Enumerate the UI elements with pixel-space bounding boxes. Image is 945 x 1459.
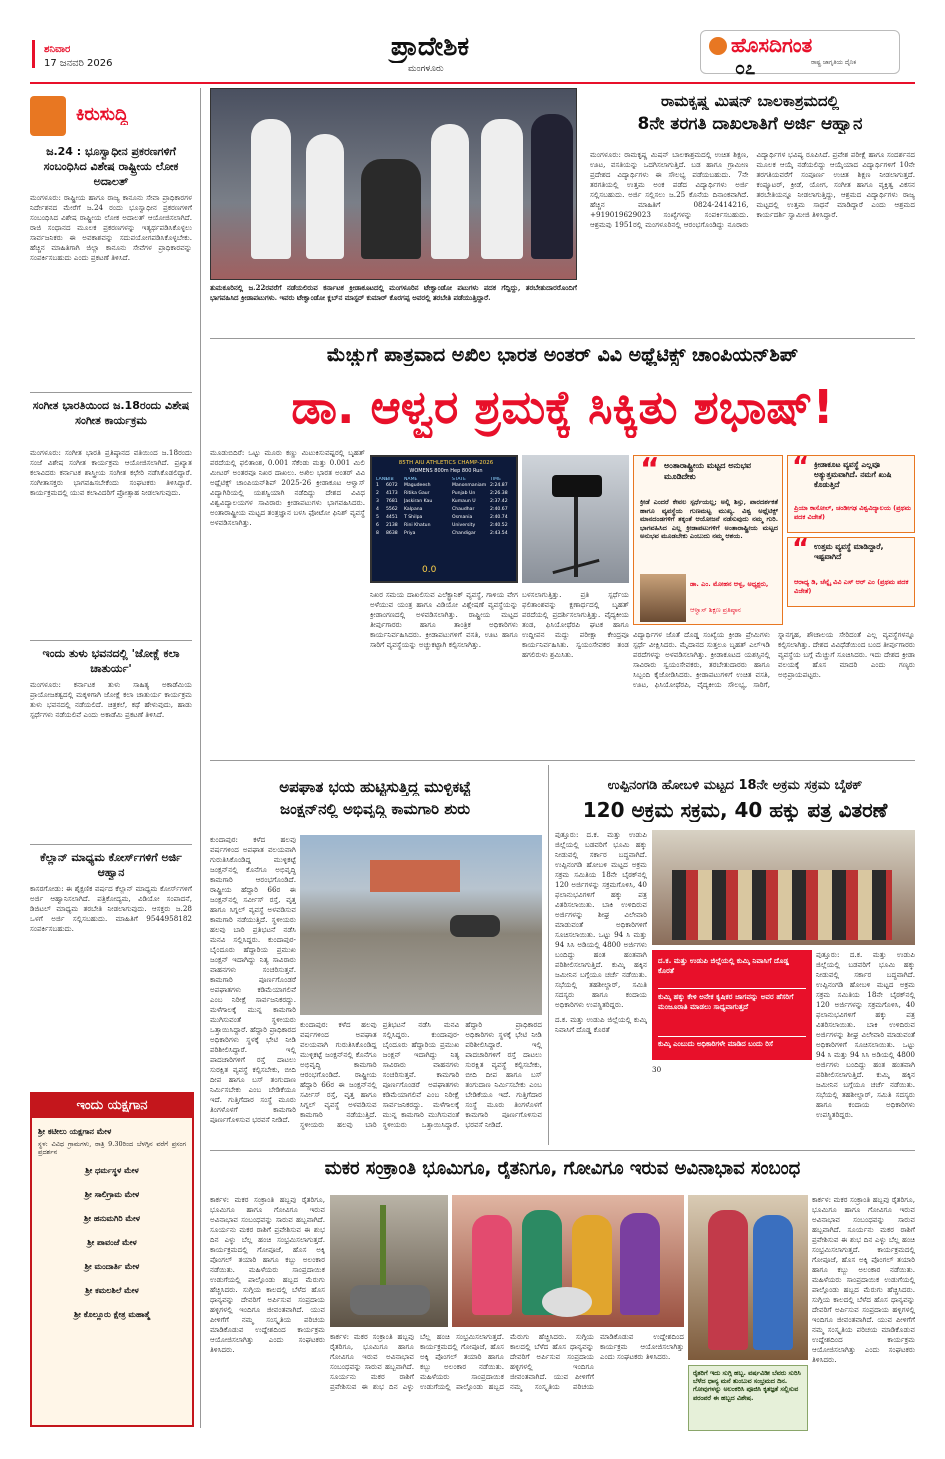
masthead-day: ಶನಿವಾರ xyxy=(44,44,71,55)
kirusuddi-label: ಕಿರುಸುದ್ದಿ xyxy=(76,104,129,125)
brief2-body: ಮಂಗಳೂರು: ಸಂಗೀತ ಭಾರತಿ ಪ್ರತಿಷ್ಠಾನದ ವತಿಯಿಂದ ಜ.18ರಂದು ಸಂಜೆ ವಿಶೇಷ ಸಂಗೀತ ಕಾರ್ಯಕ್ರಮ ಆಯೋಜಿಸಲಾಗಿದೆ. ಪ್ರಖ್ಯಾತ ಕಲಾವಿದರು ಕರ್ನಾಟಕ ಶಾಸ್ತ್ರೀಯ ಸಂಗೀತ ಕಛೇರಿ ನಡೆಸಿಕೊಡಲಿದ್ದಾರೆ. ಸಂಗೀತಾಸಕ್ತರು ಭಾಗವಹಿಸಬೇಕೆಂದು ಸಂಘಟಕರು ತಿಳಿಸಿದ್ದಾರೆ. ಕಾರ್ಯಕ್ರಮದಲ್ಲಿ ಯುವ ಕಲಾವಿದರಿಗೆ ಪ್ರೋತ್ಸಾಹ ನೀಡಲಾಗುವುದು. xyxy=(30,448,192,497)
brief3-title: ಇಂದು ತುಳು ಭವನದಲ್ಲಿ 'ಜೋಕ್ಲೆ ಕಲಾ ಚಾತುರ್ಯ' xyxy=(42,647,180,675)
scoreboard-footer: 0.0 xyxy=(422,565,437,575)
uppinangadi-highlight-3: ಕುಮ್ಕಿ ಎಂಬುದು ಅಧಿಕಾರಿಗಳೇ ಮಾಡಿದ ಬಂದು ರಿಸೆ xyxy=(658,1040,773,1048)
scoreboard-col: STATE xyxy=(452,477,466,482)
quote1-photo xyxy=(640,574,686,622)
scoreboard-cell: 7681 xyxy=(386,499,398,504)
quote1-org: ಆಳ್ವಾಸ್ ಶಿಕ್ಷಣ ಪ್ರತಿಷ್ಠಾನ xyxy=(690,606,741,614)
brief1-title: ಜ.24 : ಭೂಸ್ವಾಧೀನ ಪ್ರಕರಣಗಳಿಗೆ ಸಂಬಂಧಿಸಿದ ವಿಶೇಷ ರಾಷ್ಟ್ರೀಯ ಲೋಕ ಅದಾಲತ್ xyxy=(43,145,179,188)
uppinangadi-highlight-box xyxy=(652,950,812,1060)
makara-title: ಮಕರ ಸಂಕ್ರಾಂತಿ ಭೂಮಿಗೂ, ರೈತನಿಗೂ, ಗೋವಿಗೂ ಇರುವ ಅವಿನಾಭಾವ ಸಂಬಂಧ xyxy=(324,1158,801,1179)
brand-box xyxy=(700,30,900,74)
makara-highlight: ರೈತರಿಗೆ ಇದು ಸುಗ್ಗಿ ಹಬ್ಬ. ವರ್ಷವಿಡೀ ಬೆವರು ಸುರಿಸಿ ಬೆಳೆದ ಧಾನ್ಯ ಮನೆ ತುಂಬುವ ಸಂಭ್ರಮದ ದಿನ. ಗೋವುಗಳನ್ನು ಅಲಂಕರಿಸಿ ಪೂಜಿಸಿ ಕೃತಜ್ಞತೆ ಸಲ್ಲಿಸುವ ಪರಂಪರೆ ಈ ಹಬ್ಬದ ವಿಶೇಷ. xyxy=(693,1369,801,1402)
scoreboard-cell: Priya xyxy=(404,531,416,536)
makara-body-mid xyxy=(330,1332,684,1430)
yakshagana-box xyxy=(30,1092,194,1427)
scoreboard-cell: 2:40.52 xyxy=(490,523,508,528)
quote3-title: ಉತ್ತಮ ವ್ಯವಸ್ಥೆ ಮಾಡಿದ್ದಾರೆ, ಇಷ್ಟವಾಗಿದೆ xyxy=(814,542,884,561)
quote-mark-icon: “ xyxy=(792,537,810,564)
quote-box-1 xyxy=(633,455,783,625)
makara-photo-3 xyxy=(688,1195,808,1360)
uppinangadi-count-line xyxy=(652,1065,812,1140)
brief1-body: ಮಂಗಳೂರು: ರಾಷ್ಟ್ರೀಯ ಹಾಗೂ ರಾಜ್ಯ ಕಾನೂನು ಸೇವಾ ಪ್ರಾಧಿಕಾರಗಳ ನಿರ್ದೇಶನದ ಮೇರೆಗೆ ಜ.24 ರಂದು ಭೂಸ್ವಾಧೀನ ಪ್ರಕರಣಗಳಿಗೆ ಸಂಬಂಧಿಸಿದ ವಿಶೇಷ ರಾಷ್ಟ್ರೀಯ ಲೋಕ ಅದಾಲತ್ ಆಯೋಜಿಸಲಾಗಿದೆ. ರಾಜಿ ಸಂಧಾನದ ಮೂಲಕ ಪ್ರಕರಣಗಳನ್ನು ಇತ್ಯರ್ಥಪಡಿಸಿಕೊಳ್ಳಲು ಸಾರ್ವಜನಿಕರು ಈ ಅವಕಾಶವನ್ನು ಸದುಪಯೋಗಪಡಿಸಿಕೊಳ್ಳಬೇಕು. ಹೆಚ್ಚಿನ ಮಾಹಿತಿಗಾಗಿ ಜಿಲ್ಲಾ ಕಾನೂನು ಸೇವೆಗಳ ಪ್ರಾಧಿಕಾರವನ್ನು ಸಂಪರ್ಕಿಸಬಹುದು ಎಂದು ಪ್ರಕಟಣೆ ತಿಳಿಸಿದೆ. xyxy=(30,193,192,262)
yakshagana-detail: ಸ್ಥಳ: ವಿವಿಧ ಗ್ರಾಮಗಳು, ರಾತ್ರಿ 9.30ರಿಂದ ಬೆಳಗ್ಗಿನ ವರೆಗೆ ಪ್ರಸಂಗ ಪ್ರದರ್ಶನ xyxy=(38,1140,186,1156)
scoreboard-cell: 1 xyxy=(376,483,379,488)
scoreboard-cell: 6 xyxy=(376,523,379,528)
scoreboard-cell: 3 xyxy=(376,499,379,504)
scoreboard-col: NAME xyxy=(404,477,418,482)
brief4-title: ಕೆಲ್ಲಾನ್ ಮಾಧ್ಯಮ ಕೋರ್ಸ್‌ಗಳಿಗೆ ಅರ್ಜಿ ಆಹ್ವಾನ xyxy=(40,851,182,879)
scoreboard-cell: 2:40.74 xyxy=(490,515,508,520)
lead-headline: ಡಾ. ಆಳ್ವರ ಶ್ರಮಕ್ಕೆ ಸಿಕ್ಕಿತು ಶಭಾಷ್! xyxy=(291,380,834,434)
ramakrishna-title-1: ರಾಮಕೃಷ್ಣ ಮಿಷನ್ ಬಾಲಕಾಶ್ರಮದಲ್ಲಿ xyxy=(661,92,839,110)
kirusuddi-header xyxy=(30,96,195,136)
scoreboard-cell: 2138 xyxy=(386,523,398,528)
scoreboard-cell: Manonmaniam xyxy=(452,483,487,488)
brand-logo-icon xyxy=(709,37,727,55)
scoreboard-cell: Chandigar xyxy=(452,531,476,536)
masthead-city: ಮಂಗಳೂರು xyxy=(408,64,444,74)
scoreboard-cell: 2:40.67 xyxy=(490,507,508,512)
scoreboard-cell: 5 xyxy=(376,515,379,520)
quote2-name: ಪ್ರಿಯಾ ಕಾಸೋಲ್, ಚಂಡೀಗಢ ವಿಶ್ವವಿದ್ಯಾಲಯ (ಪ್ರಥಮ ಪದಕ ವಿಜೇತೆ) xyxy=(794,504,911,521)
mulki-title-1: ಅಪಘಾತ ಭಯ ಹುಟ್ಟಿಸುತ್ತಿದ್ದ ಮುಳ್ಳಿಕಟ್ಟೆ xyxy=(279,778,471,796)
brief4-body: ಕಾಸರಗೋಡು: ಈ ಶೈಕ್ಷಣಿಕ ವರ್ಷದ ಕೆಲ್ಲಾನ್ ಮಾಧ್ಯಮ ಕೋರ್ಸ್‌ಗಳಿಗೆ ಅರ್ಜಿ ಆಹ್ವಾನಿಸಲಾಗಿದೆ. ಪತ್ರಿಕೋದ್ಯಮ, ವಿಡಿಯೋ ಸಂಪಾದನೆ, ಡಿಜಿಟಲ್ ಮಾಧ್ಯಮ ತರಬೇತಿ ನೀಡಲಾಗುವುದು. ಆಸಕ್ತರು ಜ.28 ಒಳಗೆ ಅರ್ಜಿ ಸಲ್ಲಿಸಬಹುದು. ಮಾಹಿತಿಗೆ 9544958182 ಸಂಪರ್ಕಿಸಬಹುದು. xyxy=(30,884,192,933)
uppinangadi-body-bottom xyxy=(555,1015,647,1140)
scoreboard-row xyxy=(376,530,516,538)
scoreboard-cell: 6072 xyxy=(386,483,398,488)
makara-body-right xyxy=(812,1195,915,1430)
scoreboard-cell: Kumaun U xyxy=(452,499,476,504)
scoreboard-cell: 8638 xyxy=(386,531,398,536)
page-number: ೦೭ xyxy=(735,58,756,79)
photo-caption: ತುಮಕೂರಿನಲ್ಲಿ ಜ.22ರವರೆಗೆ ನಡೆಯಲಿರುವ ಕರ್ನಾಟಕ ಕ್ರೀಡಾಕೂಟದಲ್ಲಿ ಮಂಗಳೂರಿನ ಟೇಕ್ವಾಂಡೋ ಪಟುಗಳು ಪದಕ ಗೆದ್ದಿದ್ದು, ತರಬೇತುದಾರರೊಂದಿಗೆ ಭಾಗವಹಿಸಿದ ಕ್ರೀಡಾಪಟುಗಳು. ಇವರು ಟೇಕ್ವಾಂಡೋ ಕ್ಲಬ್‌ನ ಮಾಸ್ಟರ್ ಕುಮಾರ್ ಕೊರಗಪ್ಪ ಅವರಲ್ಲಿ ತರಬೇತಿ ಪಡೆಯುತ್ತಿದ್ದಾರೆ. xyxy=(210,283,577,302)
scoreboard-cell: 4173 xyxy=(386,491,398,496)
uppinangadi-body: ಪುತ್ತೂರು: ದ.ಕ. ಮತ್ತು ಉಡುಪಿ ಜಿಲ್ಲೆಯಲ್ಲಿ ಬಡವರಿಗೆ ಭೂಮಿ ಹಕ್ಕು ನೀಡುವಲ್ಲಿ ಸರ್ಕಾರ ಬದ್ಧವಾಗಿದೆ. ಉಪ್ಪಿನಂಗಡಿ ಹೋಬಳಿ ಮಟ್ಟದ ಅಕ್ರಮ ಸಕ್ರಮ ಸಮಿತಿಯ 18ನೇ ಬೈಠಕ್‌ನಲ್ಲಿ 120 ಅರ್ಜಿಗಳನ್ನು ಸಕ್ರಮಗೊಳಿಸಿ, 40 ಫಲಾನುಭವಿಗಳಿಗೆ ಹಕ್ಕು ಪತ್ರ ವಿತರಿಸಲಾಯಿತು. ಬಾಕಿ ಉಳಿದಿರುವ ಅರ್ಜಿಗಳನ್ನು ಶೀಘ್ರ ವಿಲೇವಾರಿ ಮಾಡುವಂತೆ ಅಧಿಕಾರಿಗಳಿಗೆ ಸೂಚಿಸಲಾಯಿತು. ಒಟ್ಟು 94 ಸಿ ಮತ್ತು 94 ಸಿಸಿ ಅಡಿಯಲ್ಲಿ 4800 ಅರ್ಜಿಗಳು ಬಂದಿದ್ದು ಹಂತ ಹಂತವಾಗಿ ಪರಿಶೀಲಿಸಲಾಗುತ್ತಿದೆ. ಕುಮ್ಕಿ ಹಕ್ಕಿನ ಜಮೀನಿನ ಬಗ್ಗೆಯೂ ಚರ್ಚೆ ನಡೆಯಿತು. ಸಭೆಯಲ್ಲಿ ತಹಶೀಲ್ದಾರ್, ಸಮಿತಿ ಸದಸ್ಯರು ಹಾಗೂ ಕಂದಾಯ ಅಧಿಕಾರಿಗಳು ಉಪಸ್ಥಿತರಿದ್ದರು. xyxy=(555,830,647,1009)
yakshagana-entry: ಶ್ರೀ ಕಮಲಶಿಲೆ ಮೇಳ xyxy=(85,1286,139,1295)
taekwondo-photo xyxy=(210,88,577,280)
scoreboard-table xyxy=(376,477,516,538)
scoreboard-cell: 2 xyxy=(376,491,379,496)
paper-tagline: ರಾಷ್ಟ್ರ ಜಾಗೃತಿಯ ದೈನಿಕ xyxy=(811,59,857,66)
scoreboard-row xyxy=(376,506,516,514)
scoreboard-cell: Punjab Un xyxy=(452,491,476,496)
lead-kicker: ಮೆಚ್ಚುಗೆ ಪಾತ್ರವಾದ ಅಖಿಲ ಭಾರತ ಅಂತರ್ ವಿವಿ ಅಥ್ಲೆಟಿಕ್ಸ್ ಚಾಂಪಿಯನ್‌ಶಿಪ್ xyxy=(326,344,799,366)
scoreboard-cell: 8 xyxy=(376,531,379,536)
quote1-name: ಡಾ. ಎಂ. ಮೋಹನ ಆಳ್ವ, ಅಧ್ಯಕ್ಷರು, xyxy=(690,580,769,588)
uppinangadi-count: 30 xyxy=(652,1065,662,1074)
scoreboard-col: TIME xyxy=(490,477,502,482)
scoreboard-cell: 2:26.38 xyxy=(490,491,508,496)
makara-photo-1 xyxy=(330,1195,448,1327)
scoreboard-row xyxy=(376,514,516,522)
mulki-photo xyxy=(300,835,542,1015)
uppinangadi-title-2: 120 ಅಕ್ರಮ ಸಕ್ರಮ, 40 ಹಕ್ಕು ಪತ್ರ ವಿತರಣೆ xyxy=(582,798,888,822)
scoreboard-cell: Magudeesh xyxy=(404,483,431,488)
quote-mark-icon: “ xyxy=(792,455,810,482)
scoreboard-cell: 5562 xyxy=(386,507,398,512)
mulki-body: ಕುಂದಾಪುರ: ಕಳೆದ ಹಲವು ವರ್ಷಗಳಿಂದ ಅಪಘಾತ ವಲಯವಾಗಿ ಗುರುತಿಸಿಕೊಂಡಿದ್ದ ಮುಳ್ಳಿಕಟ್ಟೆ ಜಂಕ್ಷನ್‌ನಲ್ಲಿ ಕೊನೆಗೂ ಅಭಿವೃದ್ಧಿ ಕಾಮಗಾರಿ ಆರಂಭಗೊಂಡಿದೆ. ರಾಷ್ಟ್ರೀಯ ಹೆದ್ದಾರಿ 66ರ ಈ ಜಂಕ್ಷನ್‌ನಲ್ಲಿ ಸರ್ವೀಸ್ ರಸ್ತೆ, ವೃತ್ತ ಹಾಗೂ ಸಿಗ್ನಲ್ ವ್ಯವಸ್ಥೆ ಅಳವಡಿಸುವ ಕಾಮಗಾರಿ ನಡೆಯುತ್ತಿದೆ. ಸ್ಥಳೀಯರು ಹಲವು ಬಾರಿ ಪ್ರತಿಭಟನೆ ನಡೆಸಿ ಮನವಿ ಸಲ್ಲಿಸಿದ್ದರು. ಕುಂದಾಪುರ-ಬೈಂದೂರು ಹೆದ್ದಾರಿಯ ಪ್ರಮುಖ ಜಂಕ್ಷನ್ ಇದಾಗಿದ್ದು ನಿತ್ಯ ಸಾವಿರಾರು ವಾಹನಗಳು ಸಂಚರಿಸುತ್ತವೆ. ಕಾಮಗಾರಿ ಪೂರ್ಣಗೊಂಡರೆ ಅಪಘಾತಗಳು ಕಡಿಮೆಯಾಗಲಿವೆ ಎಂಬ ನಿರೀಕ್ಷೆ ಸಾರ್ವಜನಿಕರದ್ದು. ಮಳೆಗಾಲಕ್ಕೆ ಮುನ್ನ ಕಾಮಗಾರಿ ಮುಗಿಸುವಂತೆ ಸ್ಥಳೀಯರು ಒತ್ತಾಯಿಸಿದ್ದಾರೆ. ಹೆದ್ದಾರಿ ಪ್ರಾಧಿಕಾರದ ಅಧಿಕಾರಿಗಳು ಸ್ಥಳಕ್ಕೆ ಭೇಟಿ ನೀಡಿ ಪರಿಶೀಲಿಸಿದ್ದಾರೆ. ಇಲ್ಲಿ ಪಾದಚಾರಿಗಳಿಗೆ ರಸ್ತೆ ದಾಟಲು ಸುರಕ್ಷಿತ ವ್ಯವಸ್ಥೆ ಕಲ್ಪಿಸಬೇಕು, ಬೀದಿ ದೀಪ ಹಾಗೂ ಬಸ್ ತಂಗುದಾಣ ನಿರ್ಮಿಸಬೇಕು ಎಂಬ ಬೇಡಿಕೆಯೂ ಇದೆ. ಗುತ್ತಿಗೆದಾರ ಸಂಸ್ಥೆ ಮೂರು ತಿಂಗಳೊಳಗೆ ಕಾಮಗಾರಿ ಪೂರ್ಣಗೊಳಿಸುವ ಭರವಸೆ ನೀಡಿದೆ. xyxy=(210,835,296,1124)
quote-box-2 xyxy=(787,455,915,533)
brief3-body: ಮಂಗಳೂರು: ಕರ್ನಾಟಕ ತುಳು ಸಾಹಿತ್ಯ ಅಕಾಡೆಮಿಯ ಪ್ರಾಯೋಜಕತ್ವದಲ್ಲಿ ಮಕ್ಕಳಿಗಾಗಿ ಜೋಕ್ಲೆ ಕಲಾ ಚಾತುರ್ಯ ಕಾರ್ಯಕ್ರಮ ತುಳು ಭವನದಲ್ಲಿ ನಡೆಯಲಿದೆ. ಚಿತ್ರಕಲೆ, ಕಥೆ ಹೇಳುವುದು, ಹಾಡು ಸ್ಪರ್ಧೆಗಳು ನಡೆಯಲಿವೆ ಎಂದು ಅಕಾಡೆಮಿ ಪ್ರಕಟಣೆ ತಿಳಿಸಿದೆ. xyxy=(30,680,192,719)
scoreboard-cell: 2:37.42 xyxy=(490,499,508,504)
scoreboard-col: BIB xyxy=(386,477,394,482)
scoreboard-event: WOMENS 800m Hep 800 Run xyxy=(409,468,483,474)
scoreboard-col: LANE xyxy=(376,477,389,482)
makara-photo-2 xyxy=(452,1195,684,1327)
mulki-body-continued xyxy=(300,1020,542,1145)
quote2-title: ಕ್ರೀಡಾಕೂಟ ವ್ಯವಸ್ಥೆ ಎಲ್ಲವೂ ಅತ್ಯುತ್ತಮವಾಗಿದೆ. ನಮಗೆ ಖುಷಿ ಕೊಡುತ್ತಿದೆ xyxy=(814,460,892,489)
ramakrishna-body: ಮಂಗಳೂರು: ರಾಮಕೃಷ್ಣ ಮಿಷನ್ ಬಾಲಕಾಶ್ರಮದಲ್ಲಿ ಉಚಿತ ಶಿಕ್ಷಣ, ಊಟ, ವಸತಿಯನ್ನು ಒದಗಿಸಲಾಗುತ್ತಿದೆ. ಬಡ ಹಾಗೂ ಗ್ರಾಮೀಣ ಪ್ರದೇಶದ ವಿದ್ಯಾರ್ಥಿಗಳು ಈ ಸೌಲಭ್ಯ ಪಡೆಯಬಹುದು. 7ನೇ ತರಗತಿಯಲ್ಲಿ ಉತ್ತಮ ಅಂಕ ಪಡೆದ ವಿದ್ಯಾರ್ಥಿಗಳು ಅರ್ಜಿ ಸಲ್ಲಿಸಬಹುದು. ಅರ್ಜಿ ಸಲ್ಲಿಸಲು ಜ.25 ಕೊನೆಯ ದಿನಾಂಕವಾಗಿದೆ. ಹೆಚ್ಚಿನ ಮಾಹಿತಿಗೆ 0824-2414216, +919019629023 ಸಂಖ್ಯೆಗಳನ್ನು ಸಂಪರ್ಕಿಸಬಹುದು. ಆಶ್ರಮವು 1951ರಲ್ಲಿ ಮಂಗಳೂರಿನಲ್ಲಿ ಆರಂಭಗೊಂಡಿದ್ದು ನೂರಾರು ವಿದ್ಯಾರ್ಥಿಗಳ ಭವಿಷ್ಯ ರೂಪಿಸಿದೆ. ಪ್ರವೇಶ ಪರೀಕ್ಷೆ ಹಾಗೂ ಸಂದರ್ಶನದ ಮೂಲಕ ಆಯ್ಕೆ ನಡೆಯಲಿದ್ದು ಆಯ್ಕೆಯಾದ ವಿದ್ಯಾರ್ಥಿಗಳಿಗೆ 10ನೇ ತರಗತಿಯವರೆಗೆ ಸಂಪೂರ್ಣ ಉಚಿತ ಶಿಕ್ಷಣ ನೀಡಲಾಗುತ್ತದೆ. ಕಂಪ್ಯೂಟರ್, ಕ್ರೀಡೆ, ಯೋಗ, ಸಂಗೀತ ಹಾಗೂ ವ್ಯಕ್ತಿತ್ವ ವಿಕಸನ ತರಬೇತಿಯನ್ನೂ ನೀಡಲಾಗುತ್ತಿದ್ದು, ಆಶ್ರಮದ ವಿದ್ಯಾರ್ಥಿಗಳು ರಾಜ್ಯ ಮಟ್ಟದಲ್ಲಿ ಉತ್ತಮ ಸಾಧನೆ ಮಾಡಿದ್ದಾರೆ ಎಂದು ಆಶ್ರಮದ ಕಾರ್ಯದರ್ಶಿ ಸ್ವಾಮೀಜಿ ತಿಳಿಸಿದ್ದಾರೆ. xyxy=(590,150,915,229)
uppinangadi-right-text: ಪುತ್ತೂರು: ದ.ಕ. ಮತ್ತು ಉಡುಪಿ ಜಿಲ್ಲೆಯಲ್ಲಿ ಬಡವರಿಗೆ ಭೂಮಿ ಹಕ್ಕು ನೀಡುವಲ್ಲಿ ಸರ್ಕಾರ ಬದ್ಧವಾಗಿದೆ. ಉಪ್ಪಿನಂಗಡಿ ಹೋಬಳಿ ಮಟ್ಟದ ಅಕ್ರಮ ಸಕ್ರಮ ಸಮಿತಿಯ 18ನೇ ಬೈಠಕ್‌ನಲ್ಲಿ 120 ಅರ್ಜಿಗಳನ್ನು ಸಕ್ರಮಗೊಳಿಸಿ, 40 ಫಲಾನುಭವಿಗಳಿಗೆ ಹಕ್ಕು ಪತ್ರ ವಿತರಿಸಲಾಯಿತು. ಬಾಕಿ ಉಳಿದಿರುವ ಅರ್ಜಿಗಳನ್ನು ಶೀಘ್ರ ವಿಲೇವಾರಿ ಮಾಡುವಂತೆ ಅಧಿಕಾರಿಗಳಿಗೆ ಸೂಚಿಸಲಾಯಿತು. ಒಟ್ಟು 94 ಸಿ ಮತ್ತು 94 ಸಿಸಿ ಅಡಿಯಲ್ಲಿ 4800 ಅರ್ಜಿಗಳು ಬಂದಿದ್ದು ಹಂತ ಹಂತವಾಗಿ ಪರಿಶೀಲಿಸಲಾಗುತ್ತಿದೆ. ಕುಮ್ಕಿ ಹಕ್ಕಿನ ಜಮೀನಿನ ಬಗ್ಗೆಯೂ ಚರ್ಚೆ ನಡೆಯಿತು. ಸಭೆಯಲ್ಲಿ ತಹಶೀಲ್ದಾರ್, ಸಮಿತಿ ಸದಸ್ಯರು ಹಾಗೂ ಕಂದಾಯ ಅಧಿಕಾರಿಗಳು ಉಪಸ್ಥಿತರಿದ್ದರು. xyxy=(816,950,915,1119)
masthead xyxy=(0,0,945,84)
uppinangadi-highlight-1: ದ.ಕ. ಮತ್ತು ಉಡುಪಿ ಜಿಲ್ಲೆಯಲ್ಲಿ ಕುಮ್ಕಿ ನಿವಾಸಿಗೆ ದೊಡ್ಡ ಕೊರತೆ xyxy=(658,956,789,975)
scoreboard-row xyxy=(376,498,516,506)
makara-mid-text: ಕಾರ್ಕಳ: ಮಕರ ಸಂಕ್ರಾಂತಿ ಹಬ್ಬವು ರೈತರಿಗೂ, ಭೂಮಿಗೂ ಹಾಗೂ ಗೋವಿಗೂ ಇರುವ ಅವಿನಾಭಾವ ಸಂಬಂಧವನ್ನು ಸಾರುವ ಹಬ್ಬವಾಗಿದೆ. ಸೂರ್ಯನು ಮಕರ ರಾಶಿಗೆ ಪ್ರವೇಶಿಸುವ ಈ ಶುಭ ದಿನ ಎಳ್ಳು ಬೆಲ್ಲ ಹಂಚಿ ಸಂಭ್ರಮಿಸಲಾಗುತ್ತದೆ. ಕಾರ್ಯಕ್ರಮದಲ್ಲಿ ಗೋಪೂಜೆ, ಹೊಸ ಅಕ್ಕಿ ಪೊಂಗಲ್ ತಯಾರಿ ಹಾಗೂ ಕಬ್ಬು ಅಲಂಕಾರ ನಡೆಯಿತು. ಮಹಿಳೆಯರು ಸಾಂಪ್ರದಾಯಿಕ ಉಡುಗೆಯಲ್ಲಿ ಪಾಲ್ಗೊಂಡು ಹಬ್ಬದ ಮೆರುಗು ಹೆಚ್ಚಿಸಿದರು. ಸುಗ್ಗಿಯ ಕಾಲದಲ್ಲಿ ಬೆಳೆದ ಹೊಸ ಧಾನ್ಯವನ್ನು ದೇವರಿಗೆ ಅರ್ಪಿಸುವ ಸಂಪ್ರದಾಯ ಹಳ್ಳಿಗಳಲ್ಲಿ ಇಂದಿಗೂ ಜೀವಂತವಾಗಿದೆ. ಯುವ ಪೀಳಿಗೆಗೆ ನಮ್ಮ ಸಂಸ್ಕೃತಿಯ ಪರಿಚಯ ಮಾಡಿಕೊಡುವ ಉದ್ದೇಶದಿಂದ ಕಾರ್ಯಕ್ರಮ ಆಯೋಜಿಸಲಾಗಿತ್ತು ಎಂದು ಸಂಘಟಕರು ತಿಳಿಸಿದರು. xyxy=(330,1332,684,1391)
scoreboard-header: 85TH AIU ATHLETICS CHAMP-2026 xyxy=(398,460,494,466)
makara-highlight-box xyxy=(688,1365,808,1431)
scoreboard-cell: Jaskiran Kau xyxy=(404,499,433,504)
quote3-name: ಆರಾಧ್ಯ ಡಿ, ಚೆನ್ನೈ ವಿವಿ ಎಸ್ ಆರ್ ಎಂ (ಪ್ರಥಮ ಪದಕ ವಿಜೇತೆ) xyxy=(794,578,909,595)
yakshagana-entry: ಶ್ರೀ ಸಾಲಿಗ್ರಾಮ ಮೇಳ xyxy=(84,1190,140,1199)
quote-box-3 xyxy=(787,537,915,607)
scoreboard-cell: 2:24.87 xyxy=(490,483,508,488)
uppinangadi-highlight-2: ಕುಮ್ಕಿ ಹಕ್ಕು ಕೇಳಿ ಅನೇಕ ಕೃಷಿಕರ ಜಾಗವನ್ನು ಅವರ ಹೆಸರಿಗೆ ಮಂಜೂರಾತಿ ಮಾಡಲು ಸಾಧ್ಯವಾಗುತ್ತದೆ xyxy=(658,992,794,1011)
scoreboard-cell: Kalpana xyxy=(404,507,423,512)
hand-icon xyxy=(30,96,66,136)
ramakrishna-title-2: 8ನೇ ತರಗತಿ ದಾಖಲಾತಿಗೆ ಅರ್ಜಿ ಆಹ್ವಾನ xyxy=(637,114,863,134)
uppinangadi-bottom-text: ದ.ಕ. ಮತ್ತು ಉಡುಪಿ ಜಿಲ್ಲೆಯಲ್ಲಿ ಕುಮ್ಕಿ ನಿವಾಸಿಗೆ ದೊಡ್ಡ ಕೊರತೆ xyxy=(555,1015,647,1034)
uppinangadi-title-1: ಉಪ್ಪಿನಂಗಡಿ ಹೋಬಳಿ ಮಟ್ಟದ 18ನೇ ಅಕ್ರಮ ಸಕ್ರಮ ಬೈಠಕ್ xyxy=(607,778,863,793)
lead-col-2: ನಿಖರ ಸಮಯ ದಾಖಲಿಸುವ ಎಲೆಕ್ಟ್ರಾನಿಕ್ ವ್ಯವಸ್ಥೆ, ಗಾಳಿಯ ವೇಗ ಅಳೆಯುವ ಯಂತ್ರ ಹಾಗೂ ವಿಡಿಯೋ ವಿಶ್ಲೇಷಣೆ ವ್ಯವಸ್ಥೆಯನ್ನು ಕ್ರೀಡಾಂಗಣದಲ್ಲಿ ಅಳವಡಿಸಲಾಗಿತ್ತು. ರಾಷ್ಟ್ರೀಯ ಮಟ್ಟದ ತೀರ್ಪುಗಾರರು ಹಾಗೂ ತಾಂತ್ರಿಕ ಅಧಿಕಾರಿಗಳು ಕಾರ್ಯನಿರ್ವಹಿಸಿದರು. ಕ್ರೀಡಾಪಟುಗಳಿಗೆ ವಸತಿ, ಊಟ ಹಾಗೂ ಸಾರಿಗೆ ವ್ಯವಸ್ಥೆಯನ್ನು ಅಚ್ಚುಕಟ್ಟಾಗಿ ಕಲ್ಪಿಸಲಾಗಿತ್ತು. xyxy=(370,590,518,649)
quote-mark-icon: “ xyxy=(640,455,660,487)
yakshagana-title: ಇಂದು ಯಕ್ಷಗಾನ xyxy=(32,1094,192,1118)
yakshagana-entry: ಶ್ರೀ ಹನುಮಗಿರಿ ಮೇಳ xyxy=(84,1214,140,1223)
yakshagana-entry: ಶ್ರೀ ಕಟೀಲು ಯಕ್ಷಗಾನ ಮೇಳ xyxy=(38,1127,112,1136)
yakshagana-entry: ಶ್ರೀ ಧರ್ಮಸ್ಥಳ ಮೇಳ xyxy=(85,1166,139,1175)
scoreboard-cell: T Shilpa xyxy=(404,515,423,520)
lead-col-1: ಮೂಡುಬಿದಿರೆ: ಒಟ್ಟು ಮೂರು ಕಣ್ಣು ಮಿಟುಕಿಸುವಷ್ಟರಲ್ಲಿ ಬೃಹತ್ ಪರದೆಯಲ್ಲಿ ಫಲಿತಾಂಶ, 0.001 ಸೆಕೆಂಡು ಮತ್ತು 0.001 ಮಿಲಿ ಮೀಟರ್ ಅಂತರವೂ ನಿಖರ ದಾಖಲು. ಅಖಿಲ ಭಾರತ ಅಂತರ್ ವಿವಿ ಅಥ್ಲೆಟಿಕ್ಸ್ ಚಾಂಪಿಯನ್‌ಶಿಪ್ 2025-26 ಕ್ರೀಡಾಕೂಟ ಆಳ್ವಾಸ್ ವಿದ್ಯಾಗಿರಿಯಲ್ಲಿ ಯಶಸ್ವಿಯಾಗಿ ನಡೆದಿದ್ದು ದೇಶದ ವಿವಿಧ ವಿಶ್ವವಿದ್ಯಾಲಯಗಳ ಸಾವಿರಾರು ಕ್ರೀಡಾಪಟುಗಳು ಭಾಗವಹಿಸಿದರು. ಅಂತಾರಾಷ್ಟ್ರೀಯ ಮಟ್ಟದ ತಂತ್ರಜ್ಞಾನ ಬಳಸಿ ಫೋಟೋ ಫಿನಿಶ್ ವ್ಯವಸ್ಥೆ ಅಳವಡಿಸಲಾಗಿತ್ತು. xyxy=(210,448,365,527)
lead-col-3: ಬಳಸಲಾಗುತ್ತಿತ್ತು. ಪ್ರತಿ ಸ್ಪರ್ಧೆಯ ಫಲಿತಾಂಶವನ್ನು ಕ್ಷಣಾರ್ಧದಲ್ಲಿ ಬೃಹತ್ ಪರದೆಯಲ್ಲಿ ಪ್ರದರ್ಶಿಸಲಾಗುತ್ತಿತ್ತು. ವೈದ್ಯಕೀಯ ತಂಡ, ಫಿಸಿಯೋಥೆರಪಿ ಘಟಕ ಹಾಗೂ ಉದ್ದೀಪನ ಮದ್ದು ಪರೀಕ್ಷಾ ಕೇಂದ್ರವೂ ಕಾರ್ಯನಿರ್ವಹಿಸಿತು. ಸ್ವಯಂಸೇವಕರ ತಂಡ ಹಗಲಿರುಳು ಶ್ರಮಿಸಿತು. xyxy=(522,590,629,659)
scoreboard-row xyxy=(376,482,516,490)
masthead-date: 17 ಜನವರಿ 2026 xyxy=(44,58,113,69)
scoreboard-cell: 4 xyxy=(376,507,379,512)
yakshagana-entry: ಶ್ರೀ ಮಂದಾರ್ತಿ ಮೇಳ xyxy=(84,1262,140,1271)
photo-finish-camera-photo xyxy=(522,455,629,583)
yakshagana-entry: ಶ್ರೀ ಕೊಲ್ಲೂರು ಕ್ಷೇತ್ರ ಮಹಾತ್ಮೆ xyxy=(73,1310,151,1319)
makara-body: ಕಾರ್ಕಳ: ಮಕರ ಸಂಕ್ರಾಂತಿ ಹಬ್ಬವು ರೈತರಿಗೂ, ಭೂಮಿಗೂ ಹಾಗೂ ಗೋವಿಗೂ ಇರುವ ಅವಿನಾಭಾವ ಸಂಬಂಧವನ್ನು ಸಾರುವ ಹಬ್ಬವಾಗಿದೆ. ಸೂರ್ಯನು ಮಕರ ರಾಶಿಗೆ ಪ್ರವೇಶಿಸುವ ಈ ಶುಭ ದಿನ ಎಳ್ಳು ಬೆಲ್ಲ ಹಂಚಿ ಸಂಭ್ರಮಿಸಲಾಗುತ್ತದೆ. ಕಾರ್ಯಕ್ರಮದಲ್ಲಿ ಗೋಪೂಜೆ, ಹೊಸ ಅಕ್ಕಿ ಪೊಂಗಲ್ ತಯಾರಿ ಹಾಗೂ ಕಬ್ಬು ಅಲಂಕಾರ ನಡೆಯಿತು. ಮಹಿಳೆಯರು ಸಾಂಪ್ರದಾಯಿಕ ಉಡುಗೆಯಲ್ಲಿ ಪಾಲ್ಗೊಂಡು ಹಬ್ಬದ ಮೆರುಗು ಹೆಚ್ಚಿಸಿದರು. ಸುಗ್ಗಿಯ ಕಾಲದಲ್ಲಿ ಬೆಳೆದ ಹೊಸ ಧಾನ್ಯವನ್ನು ದೇವರಿಗೆ ಅರ್ಪಿಸುವ ಸಂಪ್ರದಾಯ ಹಳ್ಳಿಗಳಲ್ಲಿ ಇಂದಿಗೂ ಜೀವಂತವಾಗಿದೆ. ಯುವ ಪೀಳಿಗೆಗೆ ನಮ್ಮ ಸಂಸ್ಕೃತಿಯ ಪರಿಚಯ ಮಾಡಿಕೊಡುವ ಉದ್ದೇಶದಿಂದ ಕಾರ್ಯಕ್ರಮ ಆಯೋಜಿಸಲಾಗಿತ್ತು ಎಂದು ಸಂಘಟಕರು ತಿಳಿಸಿದರು. xyxy=(210,1195,325,1354)
yakshagana-entry: ಶ್ರೀ ಪಾವಂಜೆ ಮೇಳ xyxy=(87,1238,137,1247)
section-title: ಪ್ರಾದೇಶಿಕ xyxy=(390,32,470,62)
scoreboard-cell: University xyxy=(452,523,476,528)
uppinangadi-body-right xyxy=(816,950,915,1140)
scoreboard-row xyxy=(376,522,516,530)
uppinangadi-photo xyxy=(652,830,915,945)
scoreboard-cell: Osmania xyxy=(452,515,473,520)
scoreboard-photo xyxy=(370,455,518,583)
makara-right-text: ಕಾರ್ಕಳ: ಮಕರ ಸಂಕ್ರಾಂತಿ ಹಬ್ಬವು ರೈತರಿಗೂ, ಭೂಮಿಗೂ ಹಾಗೂ ಗೋವಿಗೂ ಇರುವ ಅವಿನಾಭಾವ ಸಂಬಂಧವನ್ನು ಸಾರುವ ಹಬ್ಬವಾಗಿದೆ. ಸೂರ್ಯನು ಮಕರ ರಾಶಿಗೆ ಪ್ರವೇಶಿಸುವ ಈ ಶುಭ ದಿನ ಎಳ್ಳು ಬೆಲ್ಲ ಹಂಚಿ ಸಂಭ್ರಮಿಸಲಾಗುತ್ತದೆ. ಕಾರ್ಯಕ್ರಮದಲ್ಲಿ ಗೋಪೂಜೆ, ಹೊಸ ಅಕ್ಕಿ ಪೊಂಗಲ್ ತಯಾರಿ ಹಾಗೂ ಕಬ್ಬು ಅಲಂಕಾರ ನಡೆಯಿತು. ಮಹಿಳೆಯರು ಸಾಂಪ್ರದಾಯಿಕ ಉಡುಗೆಯಲ್ಲಿ ಪಾಲ್ಗೊಂಡು ಹಬ್ಬದ ಮೆರುಗು ಹೆಚ್ಚಿಸಿದರು. ಸುಗ್ಗಿಯ ಕಾಲದಲ್ಲಿ ಬೆಳೆದ ಹೊಸ ಧಾನ್ಯವನ್ನು ದೇವರಿಗೆ ಅರ್ಪಿಸುವ ಸಂಪ್ರದಾಯ ಹಳ್ಳಿಗಳಲ್ಲಿ ಇಂದಿಗೂ ಜೀವಂತವಾಗಿದೆ. ಯುವ ಪೀಳಿಗೆಗೆ ನಮ್ಮ ಸಂಸ್ಕೃತಿಯ ಪರಿಚಯ ಮಾಡಿಕೊಡುವ ಉದ್ದೇಶದಿಂದ ಕಾರ್ಯಕ್ರಮ ಆಯೋಜಿಸಲಾಗಿತ್ತು ಎಂದು ಸಂಘಟಕರು ತಿಳಿಸಿದರು. xyxy=(812,1195,915,1364)
mulki-continued-text: ಕುಂದಾಪುರ: ಕಳೆದ ಹಲವು ವರ್ಷಗಳಿಂದ ಅಪಘಾತ ವಲಯವಾಗಿ ಗುರುತಿಸಿಕೊಂಡಿದ್ದ ಮುಳ್ಳಿಕಟ್ಟೆ ಜಂಕ್ಷನ್‌ನಲ್ಲಿ ಕೊನೆಗೂ ಅಭಿವೃದ್ಧಿ ಕಾಮಗಾರಿ ಆರಂಭಗೊಂಡಿದೆ. ರಾಷ್ಟ್ರೀಯ ಹೆದ್ದಾರಿ 66ರ ಈ ಜಂಕ್ಷನ್‌ನಲ್ಲಿ ಸರ್ವೀಸ್ ರಸ್ತೆ, ವೃತ್ತ ಹಾಗೂ ಸಿಗ್ನಲ್ ವ್ಯವಸ್ಥೆ ಅಳವಡಿಸುವ ಕಾಮಗಾರಿ ನಡೆಯುತ್ತಿದೆ. ಸ್ಥಳೀಯರು ಹಲವು ಬಾರಿ ಪ್ರತಿಭಟನೆ ನಡೆಸಿ ಮನವಿ ಸಲ್ಲಿಸಿದ್ದರು. ಕುಂದಾಪುರ-ಬೈಂದೂರು ಹೆದ್ದಾರಿಯ ಪ್ರಮುಖ ಜಂಕ್ಷನ್ ಇದಾಗಿದ್ದು ನಿತ್ಯ ಸಾವಿರಾರು ವಾಹನಗಳು ಸಂಚರಿಸುತ್ತವೆ. ಕಾಮಗಾರಿ ಪೂರ್ಣಗೊಂಡರೆ ಅಪಘಾತಗಳು ಕಡಿಮೆಯಾಗಲಿವೆ ಎಂಬ ನಿರೀಕ್ಷೆ ಸಾರ್ವಜನಿಕರದ್ದು. ಮಳೆಗಾಲಕ್ಕೆ ಮುನ್ನ ಕಾಮಗಾರಿ ಮುಗಿಸುವಂತೆ ಸ್ಥಳೀಯರು ಒತ್ತಾಯಿಸಿದ್ದಾರೆ. ಹೆದ್ದಾರಿ ಪ್ರಾಧಿಕಾರದ ಅಧಿಕಾರಿಗಳು ಸ್ಥಳಕ್ಕೆ ಭೇಟಿ ನೀಡಿ ಪರಿಶೀಲಿಸಿದ್ದಾರೆ. ಇಲ್ಲಿ ಪಾದಚಾರಿಗಳಿಗೆ ರಸ್ತೆ ದಾಟಲು ಸುರಕ್ಷಿತ ವ್ಯವಸ್ಥೆ ಕಲ್ಪಿಸಬೇಕು, ಬೀದಿ ದೀಪ ಹಾಗೂ ಬಸ್ ತಂಗುದಾಣ ನಿರ್ಮಿಸಬೇಕು ಎಂಬ ಬೇಡಿಕೆಯೂ ಇದೆ. ಗುತ್ತಿಗೆದಾರ ಸಂಸ್ಥೆ ಮೂರು ತಿಂಗಳೊಳಗೆ ಕಾಮಗಾರಿ ಪೂರ್ಣಗೊಳಿಸುವ ಭರವಸೆ ನೀಡಿದೆ. xyxy=(300,1020,542,1129)
scoreboard-cell: Rini Khatun xyxy=(404,523,431,528)
scoreboard-cell: Chaudhar xyxy=(452,507,475,512)
scoreboard-cell: 2:43.54 xyxy=(490,531,508,536)
paper-name: ಹೊಸದಿಗಂತ xyxy=(731,33,813,57)
mulki-title-2: ಜಂಕ್ಷನ್‌ನಲ್ಲಿ ಅಭಿವೃದ್ಧಿ ಕಾಮಗಾರಿ ಶುರು xyxy=(280,800,470,818)
scoreboard-row xyxy=(376,490,516,498)
yakshagana-list xyxy=(38,1124,186,1323)
quote1-title: ಅಂತಾರಾಷ್ಟ್ರೀಯ ಮಟ್ಟದ ಅನುಭವ ಮೂಡಿದೇಕು xyxy=(664,461,752,481)
scoreboard-cell: Ritika Gaur xyxy=(404,491,430,496)
quote1-body: ಕ್ರೀಡೆ ಎಂದರೆ ಕೇವಲ ಸ್ಪರ್ಧೆಯಲ್ಲ; ಅಲ್ಲಿ ಶಿಸ್ತು, ಪಾರದರ್ಶಕತೆ ಹಾಗೂ ವ್ಯವಸ್ಥೆಯ ಗುಣಮಟ್ಟ ಮುಖ್ಯ. ವಿಶ್ವ ಅಥ್ಲೆಟಿಕ್ಸ್ ಮಾನದಂಡಗಳಿಗೆ ತಕ್ಕಂತೆ ಆಯೋಜನೆ ನಡೆಸುವುದು ನಮ್ಮ ಗುರಿ. ಭಾಗವಹಿಸಿದ ಎಲ್ಲ ಕ್ರೀಡಾಪಟುಗಳಿಗೆ ಅಂತಾರಾಷ್ಟ್ರೀಯ ಮಟ್ಟದ ಅನುಭವ ಮೂಡಬೇಕು ಎಂಬುದು ನಮ್ಮ ಆಶಯ. xyxy=(640,498,778,540)
scoreboard-cell: 4451 xyxy=(386,515,398,520)
brief2-title: ಸಂಗೀತ ಭಾರತಿಯಿಂದ ಜ.18ರಂದು ವಿಶೇಷ ಸಂಗೀತ ಕಾರ್ಯಕ್ರಮ xyxy=(32,399,190,427)
lead-side-body: ವಿದ್ಯಾರ್ಥಿಗಳ ಜೊತೆ ದೊಡ್ಡ ಸಂಖ್ಯೆಯ ಕ್ರೀಡಾ ಪ್ರೇಮಿಗಳು ಸ್ಪರ್ಧೆ ವೀಕ್ಷಿಸಿದರು. ಮೈದಾನದ ಸುತ್ತಲೂ ಬೃಹತ್ ಎಲ್‌ಇಡಿ ಪರದೆಗಳನ್ನು ಅಳವಡಿಸಲಾಗಿತ್ತು. ಕ್ರೀಡಾಕೂಟದ ಯಶಸ್ಸಿನಲ್ಲಿ ಸಾವಿರಾರು ಸ್ವಯಂಸೇವಕರು, ತರಬೇತುದಾರರು ಹಾಗೂ ಸಿಬ್ಬಂದಿ ಕೈಜೋಡಿಸಿದರು. ಕ್ರೀಡಾಪಟುಗಳಿಗೆ ಉಚಿತ ವಸತಿ, ಊಟ, ಫಿಸಿಯೋಥೆರಪಿ, ವೈದ್ಯಕೀಯ ಸೌಲಭ್ಯ, ಸಾರಿಗೆ, ಸ್ನಾನಗೃಹ, ಶೌಚಾಲಯ ಸೇರಿದಂತೆ ಎಲ್ಲ ವ್ಯವಸ್ಥೆಗಳನ್ನೂ ಕಲ್ಪಿಸಲಾಗಿತ್ತು. ದೇಶದ ವಿವಿಧೆಡೆಯಿಂದ ಬಂದ ತೀರ್ಪುಗಾರರು ವ್ಯವಸ್ಥೆಯ ಬಗ್ಗೆ ಮೆಚ್ಚುಗೆ ಸೂಚಿಸಿದರು. ಇದು ದೇಶದ ಕ್ರೀಡಾ ವಲಯಕ್ಕೆ ಹೊಸ ಮಾದರಿ ಎಂದು ಗಣ್ಯರು ಅಭಿಪ್ರಾಯಪಟ್ಟರು. xyxy=(633,630,915,689)
